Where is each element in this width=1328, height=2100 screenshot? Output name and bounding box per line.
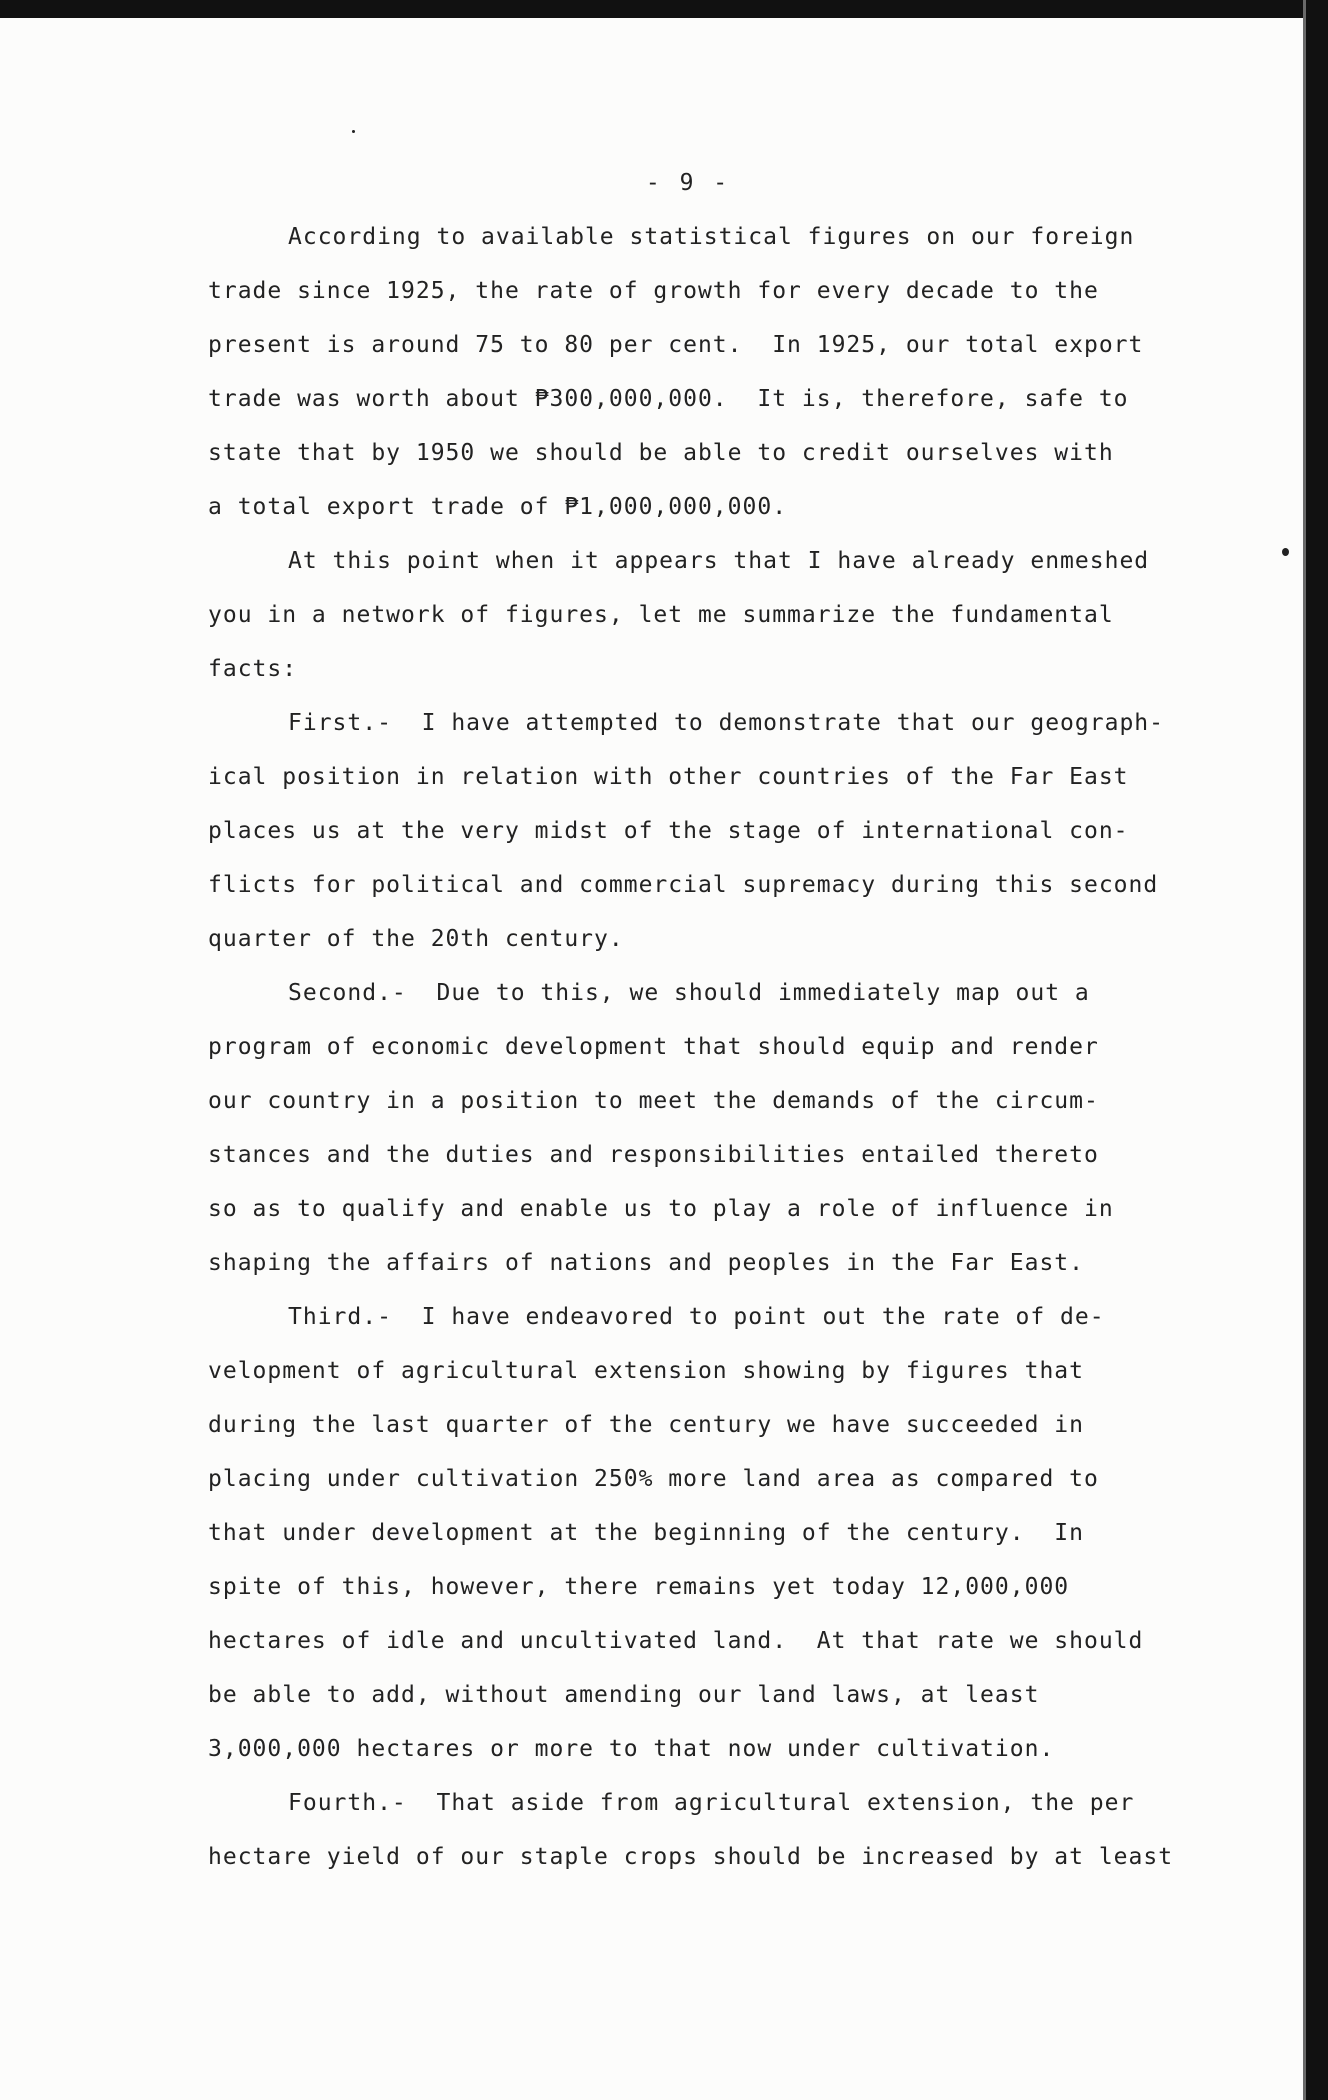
text-line: stances and the duties and responsibilities entailed thereto	[208, 1142, 1099, 1168]
text-line: a total export trade of ₱1,000,000,000.	[208, 494, 788, 520]
text-line: places us at the very midst of the stage of international con-	[208, 818, 1129, 844]
text-line: Third.- I have endeavored to point out the rate of de-	[288, 1304, 1105, 1330]
scan-border-top	[0, 0, 1328, 18]
document-body	[208, 210, 1248, 1884]
text-line: our country in a position to meet the demands of the circum-	[208, 1088, 1099, 1114]
text-line: that under development at the beginning of the century. In	[208, 1520, 1084, 1546]
scan-border-right	[1306, 0, 1328, 2100]
text-line: Second.- Due to this, we should immediately map out a	[288, 980, 1090, 1006]
text-line: during the last quarter of the century we have succeeded in	[208, 1412, 1084, 1438]
text-line: quarter of the 20th century.	[208, 926, 624, 952]
ink-speck	[352, 130, 355, 133]
text-line: flicts for political and commercial supremacy during this second	[208, 872, 1159, 898]
text-line: you in a network of figures, let me summarize the fundamental	[208, 602, 1114, 628]
typed-document	[208, 156, 1248, 1884]
text-line: state that by 1950 we should be able to credit ourselves with	[208, 440, 1114, 466]
text-line: so as to qualify and enable us to play a role of influence in	[208, 1196, 1114, 1222]
text-line: hectare yield of our staple crops should be increased by at least	[208, 1844, 1174, 1870]
text-line: program of economic development that should equip and render	[208, 1034, 1099, 1060]
text-line: Fourth.- That aside from agricultural extension, the per	[288, 1790, 1135, 1816]
text-line: At this point when it appears that I have already enmeshed	[288, 548, 1150, 574]
ink-speck	[1282, 548, 1289, 556]
text-line: trade since 1925, the rate of growth for every decade to the	[208, 278, 1099, 304]
text-line: shaping the affairs of nations and peoples in the Far East.	[208, 1250, 1084, 1276]
text-line: According to available statistical figures on our foreign	[288, 224, 1135, 250]
page-number: - 9 -	[645, 170, 731, 196]
text-line: be able to add, without amending our land laws, at least	[208, 1682, 1040, 1708]
text-line: trade was worth about ₱300,000,000. It is, therefore, safe to	[208, 386, 1129, 412]
text-line: facts:	[208, 656, 298, 682]
text-line: 3,000,000 hectares or more to that now under cultivation.	[208, 1736, 1055, 1762]
text-line: hectares of idle and uncultivated land. At that rate we should	[208, 1628, 1144, 1654]
text-line: spite of this, however, there remains yet today 12,000,000	[208, 1574, 1070, 1600]
text-line: present is around 75 to 80 per cent. In 1925, our total export	[208, 332, 1144, 358]
text-line: placing under cultivation 250% more land area as compared to	[208, 1466, 1099, 1492]
text-line: First.- I have attempted to demonstrate that our geograph-	[288, 710, 1164, 736]
text-line: ical position in relation with other countries of the Far East	[208, 764, 1129, 790]
text-line: velopment of agricultural extension showing by figures that	[208, 1358, 1084, 1384]
